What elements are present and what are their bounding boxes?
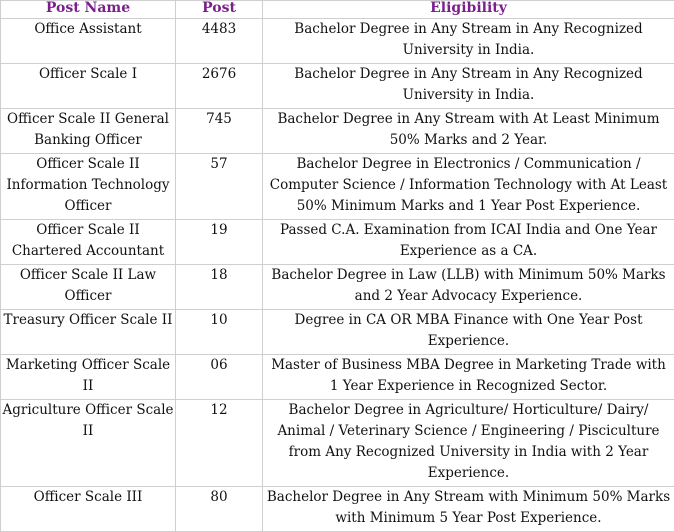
cell-post-count: 57	[176, 154, 263, 220]
cell-post-name: Officer Scale III	[1, 487, 176, 532]
cell-eligibility: Degree in CA OR MBA Finance with One Year Post Experience.	[263, 310, 674, 355]
header-eligibility: Eligibility	[263, 1, 674, 19]
cell-post-count: 2676	[176, 64, 263, 109]
cell-post-name: Officer Scale II Chartered Accountant	[1, 220, 176, 265]
cell-eligibility: Bachelor Degree in Law (LLB) with Minimum 50% Marks and 2 Year Advocacy Experience.	[263, 265, 674, 310]
table-header	[1, 1, 674, 19]
table-row	[1, 310, 674, 355]
table-row	[1, 400, 674, 487]
cell-post-count: 12	[176, 400, 263, 487]
cell-post-name: Officer Scale II Law Officer	[1, 265, 176, 310]
cell-post-name: Officer Scale I	[1, 64, 176, 109]
header-post: Post	[176, 1, 263, 19]
cell-eligibility: Bachelor Degree in Agriculture/ Horticulture/ Dairy/ Animal / Veterinary Science / Engineering / Pisciculture from Any Recognized University in India with 2 Year Experience.	[263, 400, 674, 487]
table-body	[1, 19, 674, 532]
cell-post-count: 4483	[176, 19, 263, 64]
table-row	[1, 220, 674, 265]
cell-post-count: 80	[176, 487, 263, 532]
cell-post-name: Treasury Officer Scale II	[1, 310, 176, 355]
cell-post-name: Agriculture Officer Scale II	[1, 400, 176, 487]
table-row	[1, 109, 674, 154]
cell-post-count: 18	[176, 265, 263, 310]
cell-eligibility: Bachelor Degree in Any Stream in Any Recognized University in India.	[263, 64, 674, 109]
cell-post-count: 06	[176, 355, 263, 400]
cell-post-count: 745	[176, 109, 263, 154]
table-row	[1, 154, 674, 220]
cell-eligibility: Passed C.A. Examination from ICAI India and One Year Experience as a CA.	[263, 220, 674, 265]
cell-eligibility: Bachelor Degree in Electronics / Communication / Computer Science / Information Technology with At Least 50% Minimum Marks and 1 Year Post Experience.	[263, 154, 674, 220]
cell-post-name: Officer Scale II Information Technology Officer	[1, 154, 176, 220]
cell-post-name: Marketing Officer Scale II	[1, 355, 176, 400]
cell-eligibility: Master of Business MBA Degree in Marketing Trade with 1 Year Experience in Recognized Sector.	[263, 355, 674, 400]
cell-eligibility: Bachelor Degree in Any Stream with Minimum 50% Marks with Minimum 5 Year Post Experience.	[263, 487, 674, 532]
table-row	[1, 19, 674, 64]
cell-post-count: 10	[176, 310, 263, 355]
cell-eligibility: Bachelor Degree in Any Stream with At Least Minimum 50% Marks and 2 Year.	[263, 109, 674, 154]
table-row	[1, 355, 674, 400]
header-post-name: Post Name	[1, 1, 176, 19]
cell-post-name: Office Assistant	[1, 19, 176, 64]
table-row	[1, 64, 674, 109]
cell-eligibility: Bachelor Degree in Any Stream in Any Recognized University in India.	[263, 19, 674, 64]
table-row	[1, 265, 674, 310]
header-row	[1, 1, 674, 19]
table-row	[1, 487, 674, 532]
cell-post-name: Officer Scale II General Banking Officer	[1, 109, 176, 154]
cell-post-count: 19	[176, 220, 263, 265]
